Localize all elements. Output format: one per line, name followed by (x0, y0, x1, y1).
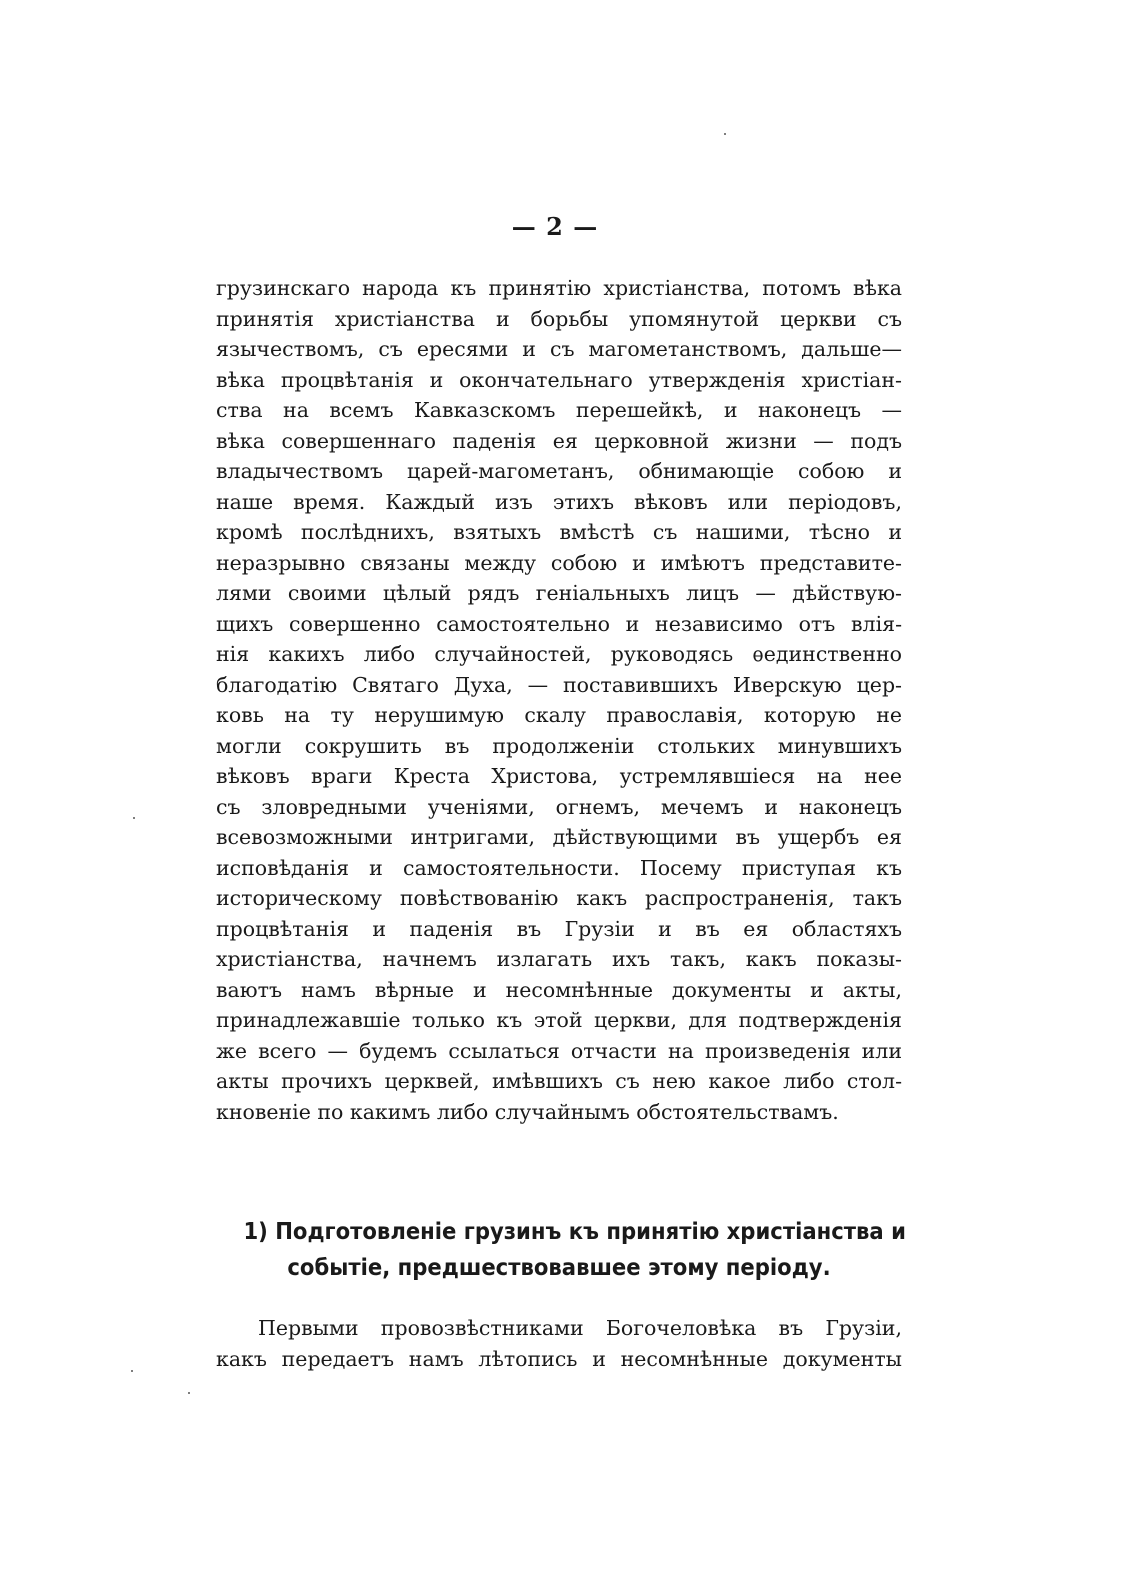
section-heading-line: событіе, предшествовавшее этому періоду. (287, 1255, 831, 1281)
text-line: исповѣданія и самостоятельности. Посему приступая къ (216, 855, 902, 880)
text-line: кромѣ послѣднихъ, взятыхъ вмѣстѣ съ нашими, тѣсно и (216, 520, 902, 544)
text-line: ковь на ту нерушимую скалу православія, которую не (216, 703, 902, 727)
text-line: акты прочихъ церквей, имѣвшихъ съ нею какое либо стол- (216, 1069, 902, 1093)
text-line: кновеніе по какимъ либо случайнымъ обстоятельствамъ. (216, 1099, 839, 1124)
text-line: какъ передаетъ намъ лѣтопись и несомнѣнные документы (216, 1346, 902, 1371)
closing-paragraph (216, 1313, 902, 1374)
text-line: же всего — будемъ ссылаться отчасти на произведенія или (216, 1038, 902, 1063)
text-line: нія какихъ либо случайностей, руководясь ѳединственно (216, 642, 902, 666)
text-line: наше время. Каждый изъ этихъ вѣковъ или періодовъ, (216, 489, 902, 514)
text-line: всевозможными интригами, дѣйствующими въ ущербъ ея (216, 825, 902, 849)
text-line: съ зловредными ученіями, огнемъ, мечемъ и наконецъ (216, 794, 902, 819)
text-line: владычествомъ царей-магометанъ, обнимающіе собою и (216, 459, 902, 483)
text-line: христіанства, начнемъ излагать ихъ такъ, какъ показы- (216, 947, 902, 971)
text-line: ваютъ намъ вѣрные и несомнѣнные документы и акты, (216, 977, 902, 1002)
text-line: лями своими цѣлый рядъ геніальныхъ лицъ — дѣйствую- (216, 581, 902, 605)
text-line: неразрывно связаны между собою и имѣютъ представите- (216, 550, 902, 575)
text-line: Первыми провозвѣстниками Богочеловѣка въ Грузіи, (258, 1316, 902, 1340)
text-line: процвѣтанія и паденія въ Грузіи и въ ея областяхъ (216, 916, 902, 941)
text-line: грузинскаго народа къ принятію христіанства, потомъ вѣка (216, 276, 902, 300)
text-line: благодатію Святаго Духа, — поставившихъ Иверскую цер- (216, 672, 902, 697)
page-number: — 2 — (511, 212, 599, 241)
text-line: вѣка процвѣтанія и окончательнаго утвержденія христіан- (216, 367, 902, 392)
text-line: ства на всемъ Кавказскомъ перешейкѣ, и наконецъ — (216, 398, 902, 422)
section-heading (216, 1214, 906, 1286)
text-line: щихъ совершенно самостоятельно и независимо отъ влія- (216, 611, 902, 636)
section-heading-line: 1) Подготовленіе грузинъ къ принятію христіанства и (243, 1219, 906, 1245)
text-line: язычествомъ, съ ересями и съ магометанствомъ, дальше— (216, 337, 902, 361)
text-line: историческому повѣствованію какъ распространенія, такъ (216, 886, 902, 910)
body-paragraph (216, 273, 902, 1127)
text-line: принадлежавшіе только къ этой церкви, для подтвержденія (216, 1008, 902, 1032)
scan-speck (724, 133, 726, 135)
text-line: могли сокрушить въ продолженіи стольких минувшихъ (216, 733, 902, 758)
scan-speck (133, 817, 135, 819)
text-line: вѣка совершеннаго паденія ея церковной жизни — подъ (216, 428, 902, 453)
text-line: принятія христіанства и борьбы упомянутой церкви съ (216, 306, 902, 331)
scan-speck (131, 1370, 133, 1372)
scan-speck (188, 1392, 190, 1394)
text-line: вѣковъ враги Креста Христова, устремлявшіеся на нее (216, 764, 902, 788)
